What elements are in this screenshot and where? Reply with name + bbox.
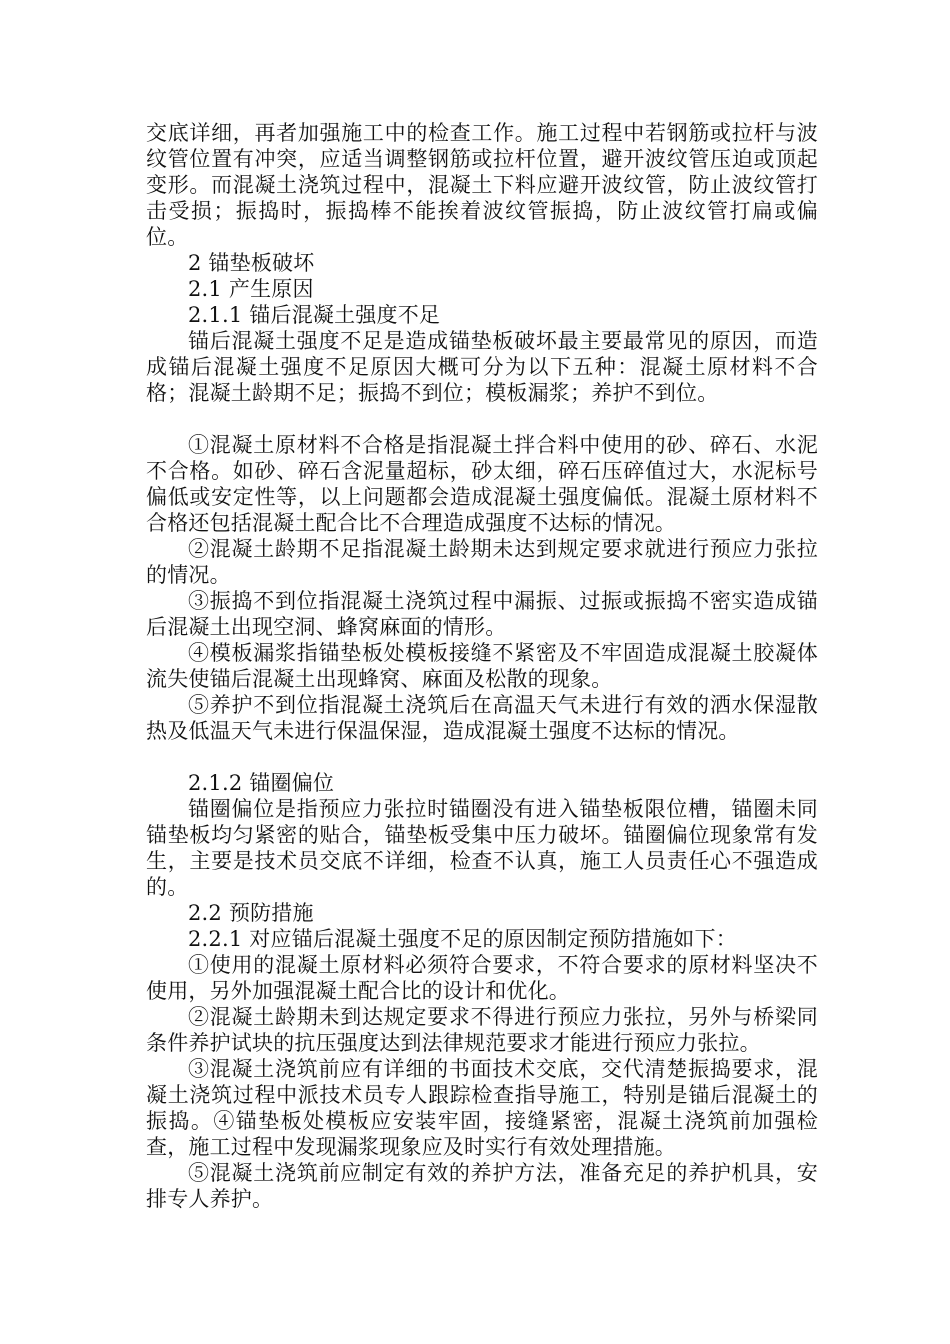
paragraph-measure-curing: ⑤混凝土浇筑前应制定有效的养护方法，准备充足的养护机具，安排专人养护。 [146,1161,818,1211]
document-body [146,120,818,1212]
paragraph-item-vibration: ③振捣不到位指混凝土浇筑过程中漏振、过振或振捣不密实造成锚后混凝土出现空洞、蜂窝麻面的情形。 [146,589,818,639]
paragraph-item-concrete-age: ②混凝土龄期不足指混凝土龄期未达到规定要求就进行预应力张拉的情况。 [146,537,818,587]
paragraph-anchor-ring-offset: 锚圈偏位是指预应力张拉时锚圈没有进入锚垫板限位槽，锚圈未同锚垫板均匀紧密的贴合，锚垫板受集中压力破坏。锚圈偏位现象常有发生，主要是技术员交底不详细，检查不认真，施工人员责任心不强造成的。 [146,797,818,899]
paragraph-item-raw-materials: ①混凝土原材料不合格是指混凝土拌合料中使用的砂、碎石、水泥不合格。如砂、碎石含泥量超标，砂太细，碎石压碎值过大，水泥标号偏低或安定性等，以上问题都会造成混凝土强度偏低。混凝土原材料不合格还包括混凝土配合比不合理造成强度不达标的情况。 [146,433,818,535]
heading-2-1-causes: 2.1 产生原因 [188,277,314,301]
heading-2-2-1-measures: 2.2.1 对应锚后混凝土强度不足的原因制定预防措施如下： [188,927,737,951]
heading-2-2-prevention: 2.2 预防措施 [188,901,314,925]
paragraph-continuation: 交底详细，再者加强施工中的检查工作。施工过程中若钢筋或拉杆与波纹管位置有冲突，应适当调整钢筋或拉杆位置，避开波纹管压迫或顶起变形。而混凝土浇筑过程中，混凝土下料应避开波纹管，防止波纹管打击受损；振捣时，振捣棒不能挨着波纹管振捣，防止波纹管打扁或偏位。 [146,121,818,249]
paragraph-item-formwork-leak: ④模板漏浆指锚垫板处模板接缝不紧密及不牢固造成混凝土胶凝体流失使锚后混凝土出现蜂窝、麻面及松散的现象。 [146,641,818,691]
heading-2-anchor-plate-damage: 2 锚垫板破坏 [188,251,315,275]
heading-2-1-2-anchor-ring-offset: 2.1.2 锚圈偏位 [188,771,335,795]
blank-line [146,744,818,770]
paragraph-measure-materials: ①使用的混凝土原材料必须符合要求，不符合要求的原材料坚决不使用，另外加强混凝土配合比的设计和优化。 [146,953,818,1003]
paragraph-measure-age: ②混凝土龄期未到达规定要求不得进行预应力张拉，另外与桥梁同条件养护试块的抗压强度达到法律规范要求才能进行预应力张拉。 [146,1005,818,1055]
paragraph-item-curing: ⑤养护不到位指混凝土浇筑后在高温天气未进行有效的洒水保湿散热及低温天气未进行保温保湿，造成混凝土强度不达标的情况。 [146,693,818,743]
heading-2-1-1-concrete-strength: 2.1.1 锚后混凝土强度不足 [188,303,441,327]
paragraph-measure-vibration-formwork: ③混凝土浇筑前应有详细的书面技术交底，交代清楚振捣要求，混凝土浇筑过程中派技术员专人跟踪检查指导施工，特别是锚后混凝土的振捣。④锚垫板处模板应安装牢固，接缝紧密，混凝土浇筑前加强检查，施工过程中发现漏浆现象应及时实行有效处理措施。 [146,1057,818,1159]
blank-line [146,406,818,432]
paragraph-strength-causes: 锚后混凝土强度不足是造成锚垫板破坏最主要最常见的原因，而造成锚后混凝土强度不足原因大概可分为以下五种：混凝土原材料不合格；混凝土龄期不足；振捣不到位；模板漏浆；养护不到位。 [146,329,818,405]
